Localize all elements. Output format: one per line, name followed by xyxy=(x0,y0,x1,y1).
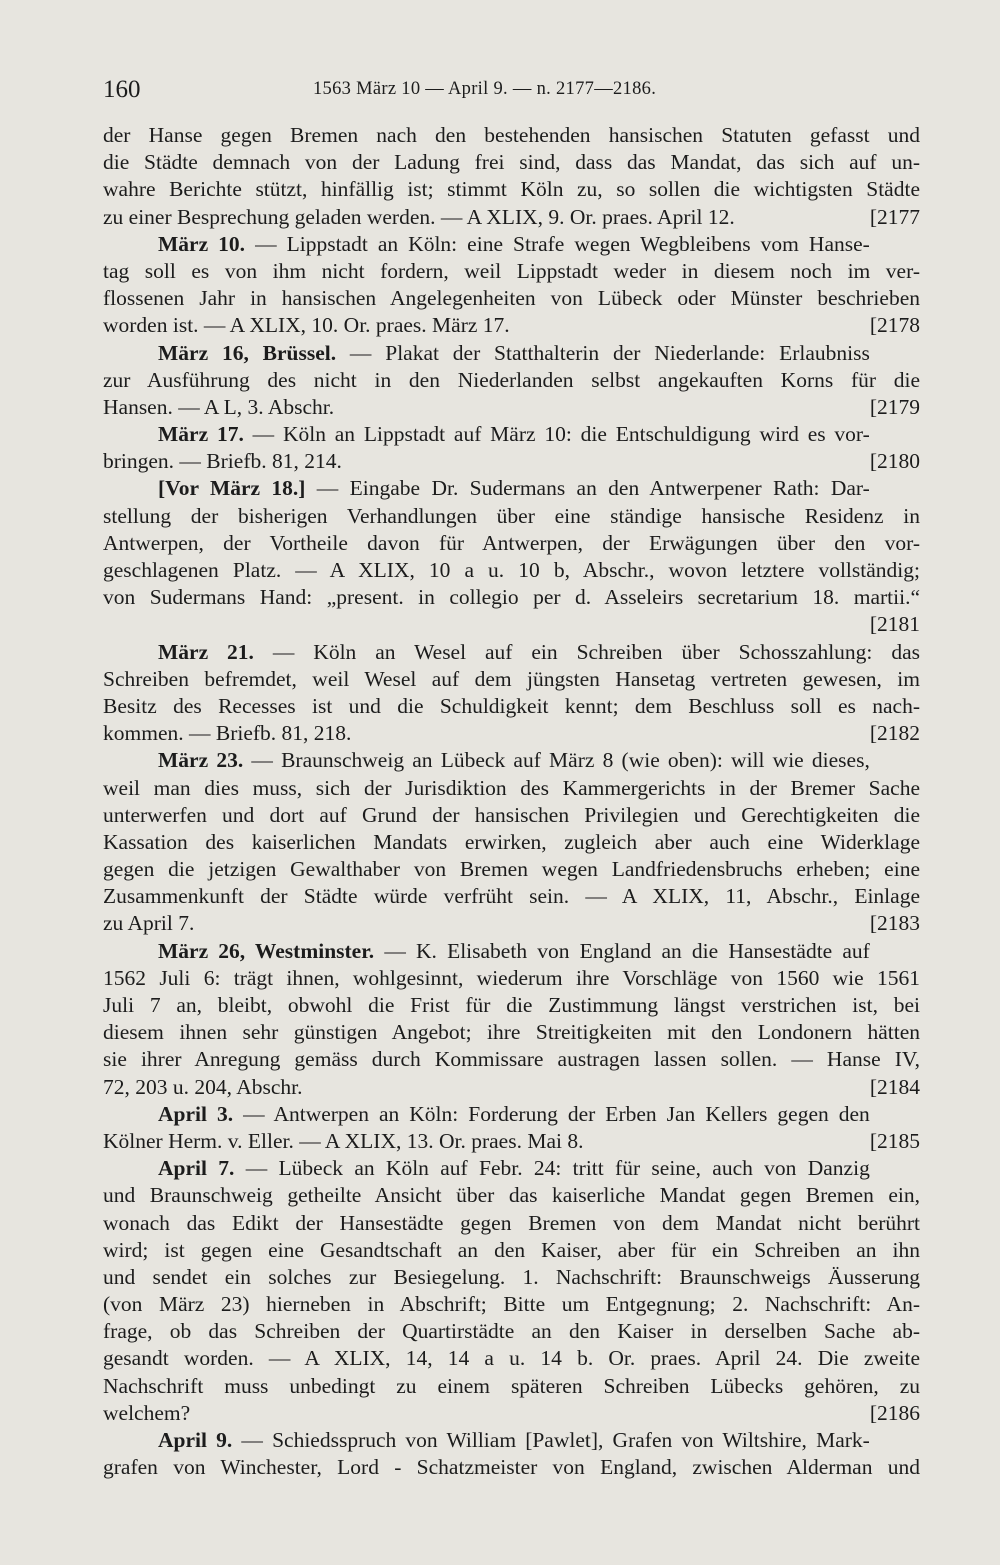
page-header xyxy=(103,76,920,110)
entry-line: März 10. — Lippstadt an Köln: eine Strafe wegen Wegbleibens vom Hanse- xyxy=(158,231,870,256)
page-body xyxy=(103,122,920,1481)
regest-entry xyxy=(103,639,920,748)
entry-date: März 23. xyxy=(158,748,244,773)
entry-line: Nachschrift muss unbedingt zu einem späteren Schreiben Lübecks gehören, zu xyxy=(103,1373,920,1398)
entry-number: [2179 xyxy=(869,394,920,419)
entry-line: (von März 23) hierneben in Abschrift; Bitte um Entgegnung; 2. Nachschrift: An- xyxy=(103,1292,920,1317)
regest-entry xyxy=(103,1101,920,1155)
entry-line: zu einer Besprechung geladen werden. — A XLIX, 9. Or. praes. April 12. [2177 xyxy=(103,204,920,231)
entry-line: flossenen Jahr in hansischen Angelegenheiten von Lübeck oder Münster beschrieben xyxy=(103,286,920,311)
entry-line: sie ihrer Anregung gemäss durch Kommissare austragen lassen sollen. — Hanse IV, xyxy=(103,1047,920,1072)
entry-date: März 10. xyxy=(158,231,246,256)
entry-number: [2180 xyxy=(869,449,920,474)
entry-line: Schreiben befremdet, weil Wesel auf dem jüngsten Hansetag vertreten gewesen, im xyxy=(103,666,920,691)
entry-line: April 9. — Schiedsspruch von William [Pawlet], Grafen von Wiltshire, Mark- xyxy=(158,1428,870,1452)
entry-line: April 7. — Lübeck an Köln auf Febr. 24: tritt für seine, auch von Danzig xyxy=(158,1156,870,1181)
entry-line: Hansen. — A L, 3. Abschr. [2179 xyxy=(103,394,920,421)
entry-line: Kassation des kaiserlichen Mandats erwirken, zugleich aber auch eine Widerklage xyxy=(103,829,920,854)
entry-line: unterwerfen und dort auf Grund der hansischen Privilegien und Gerechtigkeiten die xyxy=(103,802,920,827)
regest-entry xyxy=(103,340,920,422)
entry-line: frage, ob das Schreiben der Quartirstädte an den Kaiser in derselben Sache ab- xyxy=(103,1319,920,1344)
entry-line: kommen. — Briefb. 81, 218. [2182 xyxy=(103,720,920,747)
entry-date: März 26, Westminster. xyxy=(158,938,375,963)
regest-entry xyxy=(103,747,920,937)
entry-line: geschlagenen Platz. — A XLIX, 10 a u. 10 b, Abschr., wovon letztere vollständig; xyxy=(103,558,920,582)
entry-line: grafen von Winchester, Lord - Schatzmeister von England, zwischen Alderman und xyxy=(103,1455,920,1480)
entry-line: Besitz des Recesses ist und die Schuldigkeit kennt; dem Beschluss soll es nach- xyxy=(103,693,920,718)
entry-line: 1562 Juli 6: trägt ihnen, wohlgesinnt, wiederum ihre Vorschläge von 1560 wie 1561 xyxy=(103,965,920,990)
entry-line: weil man dies muss, sich der Jurisdiktion des Kammergerichts in der Bremer Sache xyxy=(103,775,920,800)
entry-line: wahre Berichte stützt, hinfällig ist; stimmt Köln zu, so sollen die wichtigsten Städte xyxy=(103,177,920,202)
entry-line: zur Ausführung des nicht in den Niederlanden selbst angekauften Korns für die xyxy=(103,367,920,392)
entry-number: [2181 xyxy=(869,612,920,637)
regest-entry xyxy=(103,938,920,1101)
continuation-paragraph xyxy=(103,122,920,231)
entry-date: April 9. xyxy=(158,1428,233,1452)
entry-line: und sendet ein solches zur Besiegelung. 1. Nachschrift: Braunschweigs Äusserung xyxy=(103,1264,920,1289)
entry-line: März 17. — Köln an Lippstadt auf März 10: die Entschuldigung wird es vor- xyxy=(158,422,870,447)
entry-line: [Vor März 18.] — Eingabe Dr. Sudermans an den Antwerpener Rath: Dar- xyxy=(158,476,870,501)
entry-line: März 26, Westminster. — K. Elisabeth von England an die Hansestädte auf xyxy=(158,938,870,963)
entry-number: [2182 xyxy=(869,721,920,746)
entry-number: [2177 xyxy=(869,204,920,229)
entry-line: bringen. — Briefb. 81, 214. [2180 xyxy=(103,448,920,475)
regest-entry xyxy=(103,1427,920,1481)
entry-line: und Braunschweig getheilte Ansicht über das kaiserliche Mandat gegen Bremen ein, xyxy=(103,1183,920,1208)
regest-entry xyxy=(103,1155,920,1427)
entry-line: wird; ist gegen eine Gesandtschaft an den Kaiser, aber für ein Schreiben an ihn xyxy=(103,1237,920,1262)
entry-line: gesandt worden. — A XLIX, 14, 14 a u. 14 b. Or. praes. April 24. Die zweite xyxy=(103,1346,920,1371)
regest-entry xyxy=(103,421,920,475)
entry-date: März 16, Brüssel. xyxy=(158,340,337,365)
entry-line: Antwerpen, der Vortheile davon für Antwerpen, der Erwägungen über den vor- xyxy=(103,530,920,555)
entry-number: [2178 xyxy=(869,313,920,338)
regest-entry xyxy=(103,475,920,638)
entry-line: die Städte demnach von der Ladung frei sind, dass das Mandat, das sich auf un- xyxy=(103,150,920,175)
entry-number: [2186 xyxy=(869,1400,920,1425)
entry-line: diesem ihnen sehr günstigen Angebot; ihre Streitigkeiten mit den Londonern hätten xyxy=(103,1020,920,1045)
entry-line: tag soll es von ihm nicht fordern, weil Lippstadt weder in diesem noch im ver- xyxy=(103,258,920,283)
entry-line: zu April 7. [2183 xyxy=(103,910,920,937)
entry-line: Kölner Herm. v. Eller. — A XLIX, 13. Or. praes. Mai 8. [2185 xyxy=(103,1128,920,1155)
running-head: 1563 März 10 — April 9. — n. 2177—2186. xyxy=(313,79,657,99)
entry-number: [2184 xyxy=(869,1074,920,1099)
entry-line: worden ist. — A XLIX, 10. Or. praes. März 17. [2178 xyxy=(103,312,920,339)
entry-line: der Hanse gegen Bremen nach den bestehenden hansischen Statuten gefasst und xyxy=(103,123,920,147)
entry-line: 72, 203 u. 204, Abschr. [2184 xyxy=(103,1074,920,1101)
entry-date: März 21. xyxy=(158,639,254,664)
entry-date: April 3. xyxy=(158,1101,234,1126)
entry-line: März 21. — Köln an Wesel auf ein Schreiben über Schosszahlung: das xyxy=(158,639,920,664)
page-number: 160 xyxy=(103,76,141,103)
entry-line: welchem? [2186 xyxy=(103,1400,920,1427)
entry-line: März 23. — Braunschweig an Lübeck auf März 8 (wie oben): will wie dieses, xyxy=(158,748,870,773)
entry-line: gegen die jetzigen Gewalthaber von Bremen wegen Landfriedensbruchs erheben; eine xyxy=(103,857,920,882)
entry-date: April 7. xyxy=(158,1156,235,1181)
entry-line: April 3. — Antwerpen an Köln: Forderung der Erben Jan Kellers gegen den xyxy=(158,1101,870,1126)
entry-line: Juli 7 an, bleibt, obwohl die Frist für die Zustimmung längst verstrichen ist, bei xyxy=(103,993,920,1017)
entry-line: Zusammenkunft der Städte würde verfrüht sein. — A XLIX, 11, Abschr., Einlage xyxy=(103,884,920,909)
regest-entry xyxy=(103,231,920,340)
entry-line: stellung der bisherigen Verhandlungen über eine ständige hansische Residenz in xyxy=(103,503,920,528)
entry-number: [2183 xyxy=(869,911,920,936)
entry-line: März 16, Brüssel. — Plakat der Statthalterin der Niederlande: Erlaubniss xyxy=(158,340,870,365)
entry-number: [2185 xyxy=(869,1128,920,1153)
entry-line: von Sudermans Hand: „present. in collegio per d. Asseleirs secretarium 18. martii.“ xyxy=(103,585,920,610)
entry-date: März 17. xyxy=(158,422,244,447)
entry-line: wonach das Edikt der Hansestädte gegen Bremen von dem Mandat nicht berührt xyxy=(103,1210,920,1235)
entry-date: [Vor März 18.] xyxy=(158,476,306,501)
entry-line xyxy=(103,611,920,638)
